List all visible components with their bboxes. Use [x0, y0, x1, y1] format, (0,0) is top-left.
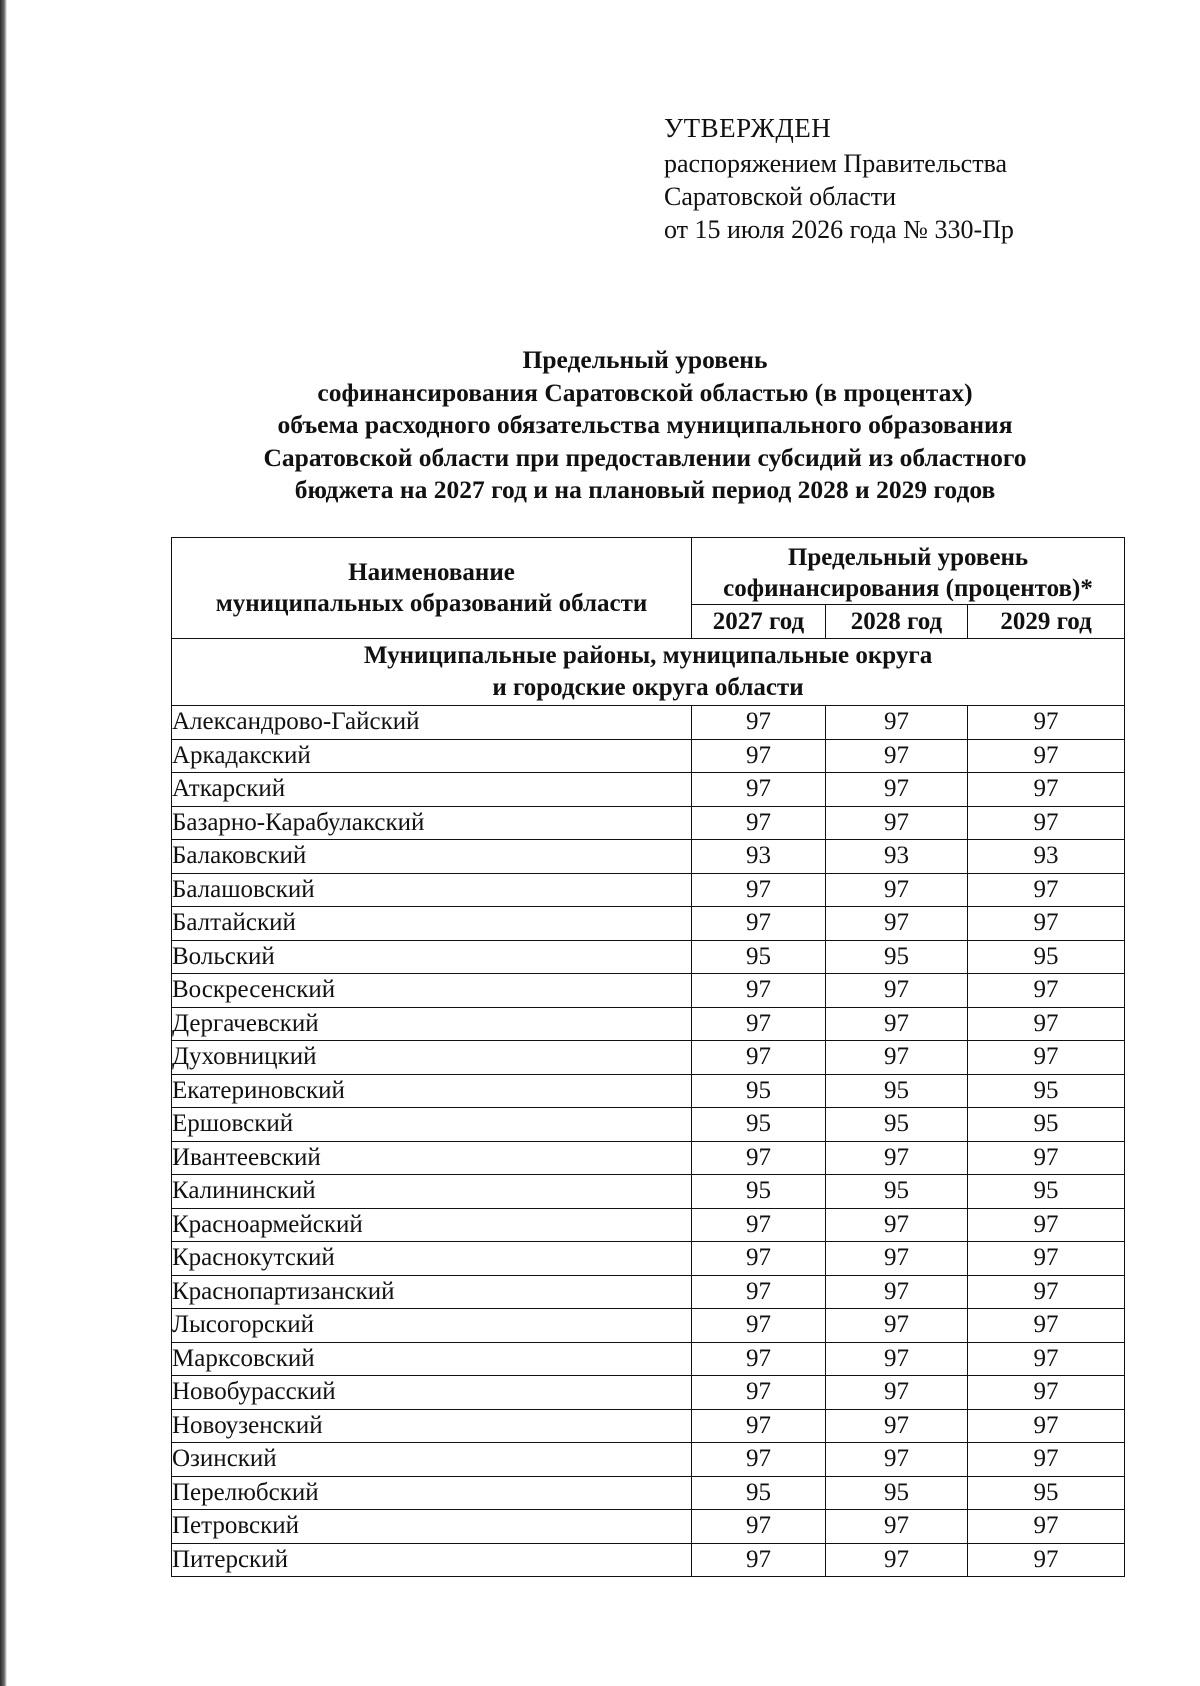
municipality-name: Новоузенский	[172, 1409, 692, 1443]
level-value: 93	[826, 840, 968, 874]
level-value: 95	[692, 940, 826, 974]
municipality-name: Красноармейский	[172, 1208, 692, 1242]
municipality-name: Базарно-Карабулакский	[172, 806, 692, 840]
municipality-name: Калининский	[172, 1175, 692, 1209]
level-value: 97	[692, 1141, 826, 1175]
table-row	[172, 873, 1125, 907]
table-row	[172, 1476, 1125, 1510]
level-value: 97	[692, 806, 826, 840]
municipality-name: Вольский	[172, 940, 692, 974]
level-value: 97	[692, 1543, 826, 1577]
table-row	[172, 1309, 1125, 1343]
level-value: 97	[826, 1409, 968, 1443]
table-row	[172, 1208, 1125, 1242]
level-value: 93	[692, 840, 826, 874]
municipality-name: Краснопартизанский	[172, 1275, 692, 1309]
level-value: 97	[692, 1409, 826, 1443]
level-value: 97	[968, 1376, 1125, 1410]
level-value: 97	[692, 1041, 826, 1075]
level-value: 95	[968, 940, 1125, 974]
level-value: 95	[826, 1476, 968, 1510]
header-level	[692, 538, 1125, 605]
title-line: объема расходного обязательства муниципального образования	[277, 410, 1013, 439]
table-row	[172, 706, 1125, 740]
header-municipality-line: муниципальных образований области	[215, 590, 648, 617]
table-row	[172, 1543, 1125, 1577]
table-row	[172, 1141, 1125, 1175]
table-row	[172, 1376, 1125, 1410]
level-value: 97	[826, 1141, 968, 1175]
level-value: 97	[968, 1443, 1125, 1477]
level-value: 97	[692, 1443, 826, 1477]
level-value: 97	[826, 1208, 968, 1242]
level-value: 97	[692, 1510, 826, 1544]
level-value: 97	[826, 1309, 968, 1343]
level-value: 97	[692, 773, 826, 807]
municipality-name: Марксовский	[172, 1342, 692, 1376]
title-line: софинансирования Саратовской областью (в процентах)	[317, 377, 973, 407]
municipality-name: Воскресенский	[172, 974, 692, 1008]
municipality-name: Новобурасский	[172, 1376, 692, 1410]
level-value: 97	[826, 873, 968, 907]
table-row	[172, 1108, 1125, 1142]
level-value: 97	[968, 739, 1125, 773]
level-value: 97	[968, 1342, 1125, 1376]
level-value: 97	[692, 1342, 826, 1376]
level-value: 97	[826, 773, 968, 807]
scan-edge	[0, 0, 7, 1686]
level-value: 97	[826, 706, 968, 740]
level-value: 97	[968, 1007, 1125, 1041]
level-value: 97	[826, 739, 968, 773]
level-value: 97	[968, 773, 1125, 807]
document-title	[170, 344, 1120, 507]
level-value: 97	[692, 873, 826, 907]
level-value: 97	[826, 1543, 968, 1577]
header-municipality-line: Наименование	[348, 559, 515, 586]
level-value: 97	[968, 1208, 1125, 1242]
level-value: 97	[826, 1007, 968, 1041]
header-level-line: софинансирования (процентов)*	[723, 575, 1093, 602]
header-year: 2028 год	[826, 605, 968, 639]
municipality-name: Краснокутский	[172, 1242, 692, 1276]
level-value: 95	[692, 1108, 826, 1142]
table-row	[172, 1175, 1125, 1209]
municipality-name: Перелюбский	[172, 1476, 692, 1510]
level-value: 97	[826, 1342, 968, 1376]
header-level-line: Предельный уровень	[787, 544, 1029, 571]
section-header	[172, 639, 1125, 706]
level-value: 97	[968, 1141, 1125, 1175]
level-value: 97	[968, 1275, 1125, 1309]
approval-heading: УТВЕРЖДЕН	[664, 113, 832, 143]
approval-line: распоряжением Правительства	[664, 149, 1008, 178]
level-value: 95	[968, 1175, 1125, 1209]
table-row	[172, 1074, 1125, 1108]
table-row	[172, 773, 1125, 807]
level-value: 97	[968, 1409, 1125, 1443]
level-value: 95	[826, 1108, 968, 1142]
table-row	[172, 1275, 1125, 1309]
municipality-name: Аркадакский	[172, 739, 692, 773]
level-value: 97	[968, 706, 1125, 740]
level-value: 97	[968, 1309, 1125, 1343]
level-value: 97	[826, 974, 968, 1008]
table-row	[172, 1041, 1125, 1075]
level-value: 93	[968, 840, 1125, 874]
level-value: 97	[826, 1242, 968, 1276]
level-value: 97	[826, 1041, 968, 1075]
section-header-line: и городские округа области	[492, 674, 804, 701]
section-header-line: Муниципальные районы, муниципальные округа	[363, 642, 933, 669]
level-value: 97	[692, 974, 826, 1008]
cofinancing-table	[171, 537, 1125, 1577]
table-row	[172, 974, 1125, 1008]
table-row	[172, 739, 1125, 773]
municipality-name: Балашовский	[172, 873, 692, 907]
approval-line: от 15 июля 2026 года № 330-Пр	[664, 215, 1014, 244]
table-row	[172, 1443, 1125, 1477]
table-row	[172, 840, 1125, 874]
approval-line: Саратовской области	[664, 182, 897, 211]
municipality-name: Дергачевский	[172, 1007, 692, 1041]
level-value: 95	[968, 1074, 1125, 1108]
level-value: 97	[826, 1376, 968, 1410]
header-municipality	[172, 538, 692, 639]
level-value: 95	[968, 1108, 1125, 1142]
level-value: 97	[826, 1275, 968, 1309]
level-value: 97	[968, 806, 1125, 840]
table-row	[172, 907, 1125, 941]
level-value: 97	[692, 739, 826, 773]
level-value: 97	[826, 1510, 968, 1544]
level-value: 97	[692, 1208, 826, 1242]
municipality-name: Духовницкий	[172, 1041, 692, 1075]
municipality-name: Озинский	[172, 1443, 692, 1477]
title-line: Предельный уровень	[522, 345, 768, 374]
level-value: 97	[968, 1041, 1125, 1075]
level-value: 97	[692, 1007, 826, 1041]
level-value: 95	[968, 1476, 1125, 1510]
header-year: 2029 год	[968, 605, 1125, 639]
level-value: 95	[826, 1175, 968, 1209]
municipality-name: Лысогорский	[172, 1309, 692, 1343]
level-value: 97	[968, 1543, 1125, 1577]
level-value: 97	[968, 907, 1125, 941]
level-value: 97	[692, 1275, 826, 1309]
table-row	[172, 1409, 1125, 1443]
municipality-name: Питерский	[172, 1543, 692, 1577]
level-value: 95	[826, 1074, 968, 1108]
level-value: 95	[826, 940, 968, 974]
level-value: 97	[692, 1376, 826, 1410]
approval-stamp	[664, 112, 1014, 246]
title-line: бюджета на 2027 год и на плановый период 2028 и 2029 годов	[294, 475, 996, 504]
table-row	[172, 1342, 1125, 1376]
level-value: 97	[692, 706, 826, 740]
level-value: 97	[692, 907, 826, 941]
level-value: 95	[692, 1074, 826, 1108]
level-value: 97	[968, 974, 1125, 1008]
level-value: 97	[826, 806, 968, 840]
level-value: 97	[968, 1242, 1125, 1276]
title-line: Саратовской области при предоставлении субсидий из областного	[263, 442, 1027, 472]
municipality-name: Екатериновский	[172, 1074, 692, 1108]
level-value: 97	[692, 1309, 826, 1343]
municipality-name: Ершовский	[172, 1108, 692, 1142]
header-year: 2027 год	[692, 605, 826, 639]
municipality-name: Александрово-Гайский	[172, 706, 692, 740]
table-row	[172, 806, 1125, 840]
level-value: 95	[692, 1175, 826, 1209]
level-value: 97	[826, 907, 968, 941]
table-row	[172, 940, 1125, 974]
level-value: 97	[826, 1443, 968, 1477]
municipality-name: Балтайский	[172, 907, 692, 941]
municipality-name: Аткарский	[172, 773, 692, 807]
level-value: 95	[692, 1476, 826, 1510]
level-value: 97	[968, 1510, 1125, 1544]
municipality-name: Петровский	[172, 1510, 692, 1544]
level-value: 97	[968, 873, 1125, 907]
municipality-name: Балаковский	[172, 840, 692, 874]
level-value: 97	[692, 1242, 826, 1276]
table-row	[172, 1510, 1125, 1544]
municipality-name: Ивантеевский	[172, 1141, 692, 1175]
table-row	[172, 1007, 1125, 1041]
table-row	[172, 1242, 1125, 1276]
